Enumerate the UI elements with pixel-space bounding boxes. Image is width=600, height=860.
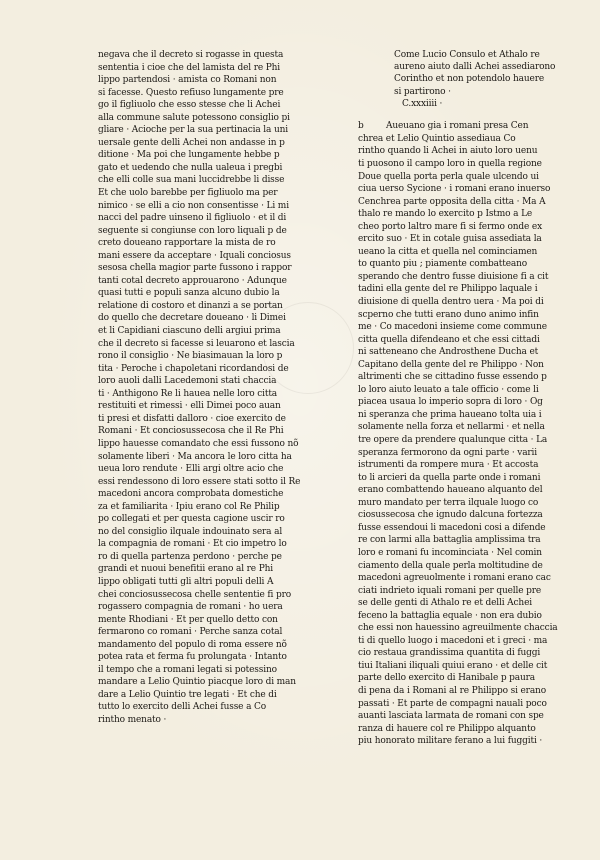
text-line: tre opere da prendere qualunque citta · La (358, 435, 548, 446)
text-line: cheo porto laltro mare fi si fermo onde ex (358, 221, 542, 232)
text-line: mandare a Lelio Quintio piacque loro di man (98, 677, 296, 688)
text-line: che elli colle sua mani luccidrebbe li disse (98, 175, 285, 186)
chapter-number: C.xxxiiii · (402, 98, 443, 109)
text-line: rogassero compagnia de romani · ho uera (98, 602, 283, 613)
text-line: lo loro aiuto leuato a tale officio · come li (358, 384, 539, 395)
text-line: ni satteneano che Androsthene Ducha et (358, 347, 539, 358)
text-line: ranza di hauere col re Philippo alquanto (358, 723, 536, 734)
text-line: cio restaua grandissima quantita di fuggi (358, 648, 541, 659)
text-line: Et che uolo barebbe per figliuolo ma per (98, 188, 278, 199)
text-line: ditione · Ma poi che lungamente hebbe p (98, 150, 280, 161)
text-line: me · Co macedoni insieme come commune (358, 322, 547, 333)
text-line: et li Capidiani ciascuno delli argiui prima (98, 326, 281, 337)
text-line: chei conciosussecosa chelle sententie fi pro (98, 589, 291, 600)
text-line: rintho menato · (98, 714, 167, 725)
text-line: seguente si congiunse con loro liquali p de (98, 225, 287, 236)
text-line: Doue quella porta perla quale ulcendo ui (358, 171, 539, 182)
left-column (98, 49, 342, 727)
text-line: istrumenti da rompere mura · Et accosta (358, 460, 539, 471)
chapter-heading (358, 49, 598, 98)
text-line: alla commune salute potessono consiglio pi (98, 112, 290, 123)
text-line: Capitano della gente del re Philippo · Non (358, 359, 544, 370)
initial-letter: b (358, 121, 364, 132)
text-line: macedoni ancora comprobata domestiche (98, 489, 284, 500)
text-line: do quello che decretare doueano · li Dimei (98, 313, 286, 324)
text-line: di pena da i Romani al re Philippo si erano (358, 685, 546, 696)
text-line: Cenchrea parte opposita della citta · Ma A (358, 196, 546, 207)
text-line: gato et uedendo che nulla ualeua i pregbi (98, 162, 283, 173)
text-line: po collegati et per questa cagione uscir ro (98, 514, 285, 525)
text-line: scperno che tutti erano duno animo infin (358, 309, 539, 320)
text-line: ercito suo · Et in cotale guisa assediata la (358, 234, 542, 245)
text-line: nimico · se elli a cio non consentisse · Li mi (98, 200, 289, 211)
text-line: no del consiglio ilquale indouinato sera al (98, 526, 283, 537)
text-line: Romani · Et conciosussecosa che il Re Phi (98, 426, 284, 437)
text-line: si facesse. Questo refiuso lungamente pre (98, 87, 284, 98)
text-line: relatione di costoro et dinanzi a se portan (98, 300, 283, 311)
text-line: solamente liberi · Ma ancora le loro citta ha (98, 451, 292, 462)
text-line: grandi et nuoui benefitii erano al re Phi (98, 564, 273, 575)
text-line: potea rata et ferma fu prolungata · Intanto (98, 652, 287, 663)
text-line: che essi non hauessino agreuilmente chaccia (358, 623, 558, 634)
text-line: macedoni agreuolmente i romani erano cac (358, 573, 551, 584)
text-line: tanti cotal decreto approuarono · Adunque (98, 275, 287, 286)
text-line: sesosa chella magior parte fussono i rappor (98, 263, 292, 274)
text-line: mente Rhodiani · Et per quello detto con (98, 614, 278, 625)
text-line: lippo hauesse comandato che essi fussono nõ (98, 438, 299, 449)
text-line: ciamento della quale perla moltitudine de (358, 560, 543, 571)
text-line: ti puosono il campo loro in quella regione (358, 159, 542, 169)
text-line: essi rendessono di loro essere stati sotto il Re (98, 476, 301, 487)
text-line: piu honorato militare ferano a lui fuggiti · (358, 736, 543, 747)
text-line: loro auoli dalli Lacedemoni stati chaccia (98, 376, 277, 387)
text-line: negava che il decreto si rogasse in questa (98, 50, 284, 60)
text-line: rintho quando li Achei in aiuto loro uenu (358, 146, 538, 157)
text-line: se delle genti di Athalo re et delli Achei (358, 598, 532, 609)
heading-line: si partirono · (394, 86, 451, 97)
text-line: tiui Italiani iliquali quiui erano · et delle cit (358, 660, 548, 671)
text-line: ueano la citta et quella nel cominciamen (358, 246, 538, 257)
text-line: che il decreto si facesse si leuarono et lascia (98, 338, 295, 349)
text-line: ciua uerso Sycione · i romani erano inuerso (358, 184, 551, 195)
text-line: loro e romani fu incominciata · Nel comin (358, 547, 542, 558)
text-line: piacea usaua lo imperio sopra di loro · Og (358, 397, 543, 408)
text-line: quasi tutti e populi sanza alcuno dubio la (98, 288, 280, 299)
text-line: creto doueano rapportare la mista de ro (98, 238, 276, 249)
text-line: passati · Et parte de compagni nauali poco (358, 698, 547, 709)
text-line: auanti lasciata larmata de romani con spe (358, 711, 544, 722)
text-line: dare a Lelio Quintio tre legati · Et che di (98, 689, 277, 700)
text-line: sperando che dentro fusse diuisione fi a cit (358, 271, 549, 282)
text-line: ti di quello luogo i macedoni et i greci · ma (358, 635, 548, 646)
text-line: il tempo che a romani legati si potessino (98, 664, 277, 675)
text-line: muro mandato per terra ilquale luogo co (358, 497, 539, 508)
right-column (358, 49, 598, 748)
text-line: tita · Peroche i chapoletani ricordandosi de (98, 363, 289, 374)
text-line: mandamento del populo di roma essere nõ (98, 639, 287, 650)
text-line: ti presi et disfatti dalloro · cioe exercito de (98, 413, 286, 424)
text-line: chrea et Lelio Quintio assediaua Co (358, 133, 516, 144)
text-line: re con larmi alla battaglia amplissima tra (358, 535, 541, 546)
text-line: la compagnia de romani · Et cio impetro lo (98, 539, 287, 550)
text-line: feceno la battaglia equale · non era dubio (358, 610, 542, 621)
text-line: ro di quella partenza perdono · perche pe (98, 551, 282, 562)
text-line: ciati indrieto iquali romani per quelle pre (358, 585, 542, 596)
heading-line: Corintho et non potendolo hauere (394, 74, 545, 85)
text-line: ciosussecosa che ignudo dalcuna fortezza (358, 510, 543, 521)
first-line-text: Aueuano gia i romani presa Cen (386, 121, 529, 132)
text-line: ni speranza che prima haueano tolta uia i (358, 409, 542, 420)
text-line: altrimenti che se cittadino fusse essendo p (358, 372, 547, 383)
text-line: tadini ella gente del re Philippo laquale i (358, 284, 538, 295)
text-line: nacci del padre uinseno il figliuolo · et il di (98, 213, 287, 224)
text-line: erano combattendo haueano alquanto del (358, 485, 543, 496)
text-line: restituiti et rimessi · elli Dimei poco auan (98, 401, 281, 412)
text-line (358, 120, 598, 133)
text-line: to quanto piu ; piamente combatteano (358, 259, 528, 270)
text-line: ueua loro rendute · Elli argi oltre acio che (98, 464, 284, 475)
text-line: gliare · Acioche per la sua pertinacia la uni (98, 125, 288, 136)
text-line: fermarono co romani · Perche sanza cotal (98, 627, 283, 638)
right-column-body (358, 120, 598, 747)
text-line: lippo partendosi · amista co Romani non (98, 75, 277, 86)
heading-line: aureno aiuto dalli Achei assediarono (394, 62, 556, 73)
text-line: diuisione di quella dentro uera · Ma poi di (358, 297, 544, 308)
heading-line: Come Lucio Consulo et Athalo re (394, 50, 540, 60)
text-line: parte dello exercito di Hanibale p paura (358, 673, 535, 684)
text-line: solamente nella forza et nellarmi · et nella (358, 422, 545, 433)
text-line: to li arcieri da quella parte onde i romani (358, 472, 541, 483)
text-line: tutto lo exercito delli Achei fusse a Co (98, 702, 266, 713)
text-line: thalo re mando lo exercito p Istmo a Le (358, 209, 533, 220)
text-line: za et familiarita · Ipiu erano col Re Philip (98, 501, 280, 512)
text-line: go il figliuolo che esso stesse che li Achei (98, 100, 281, 111)
text-line: fusse essendoui li macedoni cosi a difende (358, 522, 546, 533)
text-line: sententia i cioe che del lamista del re Phi (98, 62, 281, 73)
text-line: citta quella difendeano et che essi cittadi (358, 334, 540, 345)
text-line: ti · Anthigono Re li hauea nelle loro citta (98, 388, 278, 399)
text-line: lippo obligati tutti gli altri populi delli A (98, 576, 274, 587)
text-line: rono il consiglio · Ne biasimauan la loro p (98, 351, 283, 362)
text-line: uersale gente delli Achei non andasse in p (98, 137, 285, 148)
text-line: mani essere da acceptare · Iquali conciosus (98, 250, 291, 261)
text-line: speranza fermorono da ogni parte · varii (358, 447, 538, 458)
